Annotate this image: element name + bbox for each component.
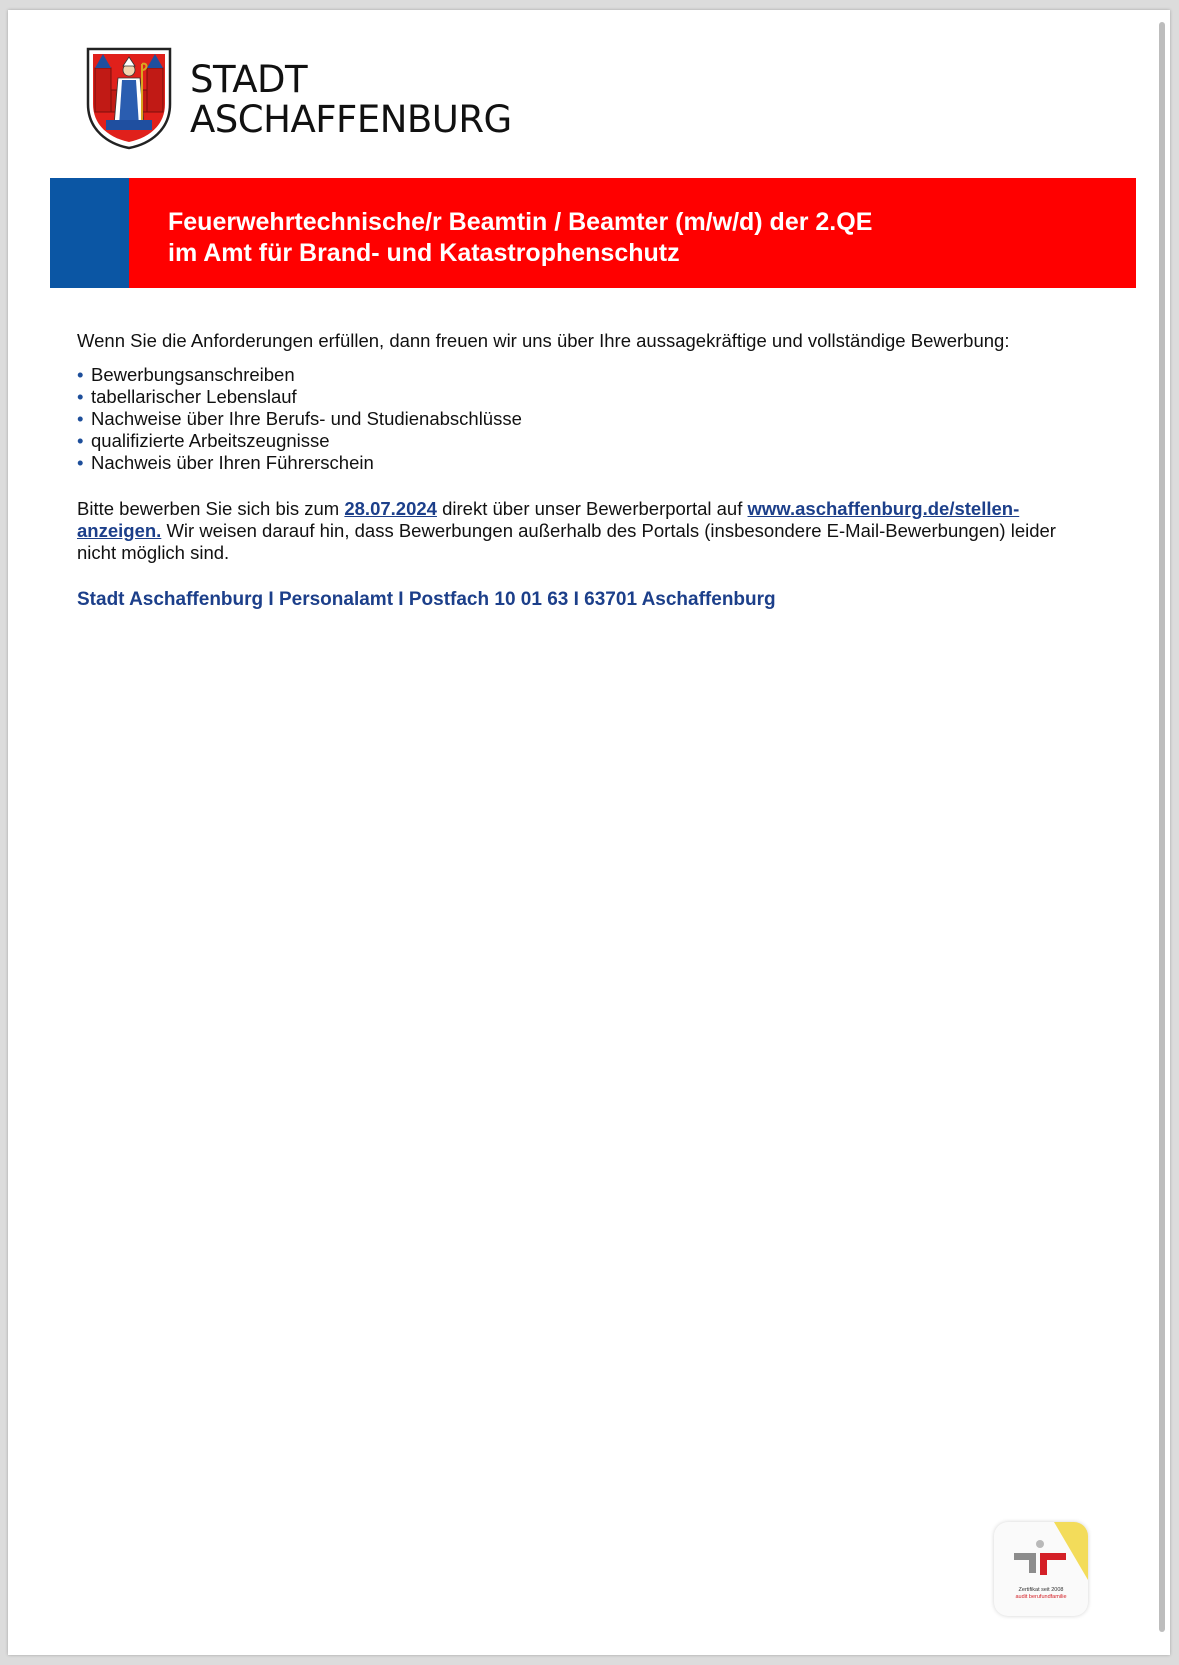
list-item [77, 386, 1097, 408]
list-item [77, 364, 1097, 386]
logo-wordmark [190, 60, 512, 140]
badge-line-2: audit berufundfamilie [1015, 1594, 1067, 1600]
vertical-scrollbar[interactable] [1159, 22, 1165, 1632]
coat-of-arms-icon [84, 46, 174, 150]
list-item [77, 430, 1097, 452]
deadline-date: 28.07.2024 [344, 498, 437, 519]
job-title-line-2: im Amt für Brand- und Katastrophenschutz [168, 239, 680, 267]
list-item-text: Bewerbungsanschreiben [91, 364, 295, 385]
certificate-icon [994, 1522, 1088, 1616]
document-page [8, 10, 1170, 1655]
banner-blue-stripe [50, 178, 129, 288]
requirements-list [77, 364, 1097, 474]
list-item-text: Nachweis über Ihren Führerschein [91, 452, 374, 473]
list-item-text: tabellarischer Lebenslauf [91, 386, 297, 407]
list-item [77, 408, 1097, 430]
job-title-line-1: Feuerwehrtechnische/r Beamtin / Beamter (m/w/d) der 2.QE [168, 208, 873, 236]
portal-link[interactable]: www.aschaffenburg.de/stellen-anzeigen. [77, 498, 1020, 541]
job-title [129, 178, 872, 288]
list-item-text: qualifizierte Arbeitszeugnisse [91, 430, 330, 451]
bullet-icon: • [77, 430, 84, 451]
bullet-icon: • [77, 364, 84, 385]
list-item [77, 452, 1097, 474]
bullet-icon: • [77, 408, 84, 429]
apply-text-2: direkt über unser Bewerberportal auf [436, 498, 748, 519]
logo-line-aschaffenburg: ASCHAFFENBURG [190, 98, 512, 141]
bullet-icon: • [77, 386, 84, 407]
audit-berufundfamilie-badge [994, 1522, 1088, 1616]
job-title-banner [50, 178, 1136, 288]
badge-line-1: Zertifikat seit 2008 [1018, 1587, 1064, 1593]
bullet-icon: • [77, 452, 84, 473]
intro-text: Wenn Sie die Anforderungen erfüllen, dann freuen wir uns über Ihre aussagekräftige und vollständige Bewerbung: [77, 330, 1010, 351]
apply-text-1: Bitte bewerben Sie sich bis zum [77, 498, 345, 519]
list-item-text: Nachweise über Ihre Berufs- und Studienabschlüsse [91, 408, 522, 429]
contact-address: Stadt Aschaffenburg I Personalamt I Postfach 10 01 63 I 63701 Aschaffenburg [77, 589, 776, 610]
body-content [77, 330, 1097, 611]
application-instructions [77, 498, 1097, 564]
city-logo [84, 46, 512, 150]
logo-line-stadt: STADT [190, 58, 308, 101]
apply-text-3: Wir weisen darauf hin, dass Bewerbungen außerhalb des Portals (insbesondere E-Mail-Bewerbungen) leider nicht möglich sind. [77, 520, 1056, 563]
